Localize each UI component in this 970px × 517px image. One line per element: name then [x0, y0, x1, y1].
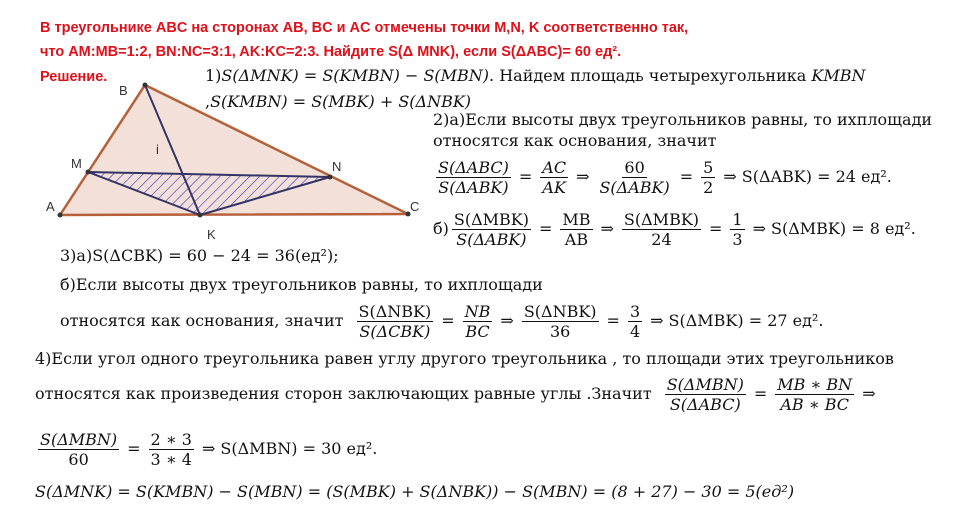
step4-line1: 4)Если угол одного треугольника равен углу другого треугольника , то площади этих треугольников: [35, 349, 894, 368]
point-b: [143, 83, 148, 88]
step2a-line2: относятся как основания, значит: [433, 131, 717, 150]
point-m: [86, 170, 91, 175]
step2a-result: S(ΔABK) = 24 ед².: [741, 167, 892, 186]
fraction: $\frac{3}{4}$: [629, 302, 641, 341]
problem-line-1: В треугольнике ABC на сторонах AB, BC и AC отмечены точки M,N, K соответственно так,: [40, 20, 689, 36]
label-n: N: [332, 159, 342, 174]
step4-equation: $\frac{\text{S(ΔMBN)}}{60}$ = $\frac{2 ∗ 3}{3 ∗ 4}$ ⇒ S(ΔMBN) = 30 ед².: [40, 430, 378, 469]
step4-line2: относятся как произведения сторон заключающих равные углы .Значит $\frac{\text{S(ΔMBN)}}{\text{S(ΔABC)}}$ = $\frac{MB ∗ BN}{AB ∗ BC}$ ⇒: [35, 375, 876, 414]
point-a: [58, 213, 63, 218]
step3b-line1: б)Если высоты двух треугольников равны, то ихплощади: [60, 275, 543, 294]
step2b-result: S(ΔMBK) = 8 ед².: [771, 219, 916, 238]
step1-comma: ,: [205, 92, 211, 111]
step1-formula2: S(KMBN) = S(MBK) + S(ΔNBK): [210, 92, 472, 111]
label-k: K: [207, 227, 216, 242]
fraction: $\frac{\text{S(ΔMBN)}}{\text{S(ΔABC)}}$: [666, 375, 744, 414]
step3b-equation: относятся как основания, значит $\frac{\text{S(ΔNBK)}}{\text{S(ΔCBK)}}$ = $\frac{NB}{BC}$ ⇒ $\frac{\text{S(ΔNBK)}}{36}$ = $\frac{3}{4}$ ⇒ S(ΔMBK) = 27 ед².: [60, 302, 824, 341]
step1-formula: S(ΔMNK) = S(KMBN) − S(MBN): [221, 66, 490, 85]
solution-label: Решение.: [40, 69, 108, 85]
step1-quad: KMBN: [811, 66, 866, 85]
fraction: $\frac{\text{S(ΔMBN)}}{60}$: [40, 430, 118, 469]
fraction: $\frac{1}{3}$: [732, 210, 743, 249]
fraction: $\frac{\text{S(ΔABC)}}{\text{S(ΔABK)}}$: [438, 158, 509, 197]
step1-num: 1): [205, 66, 222, 85]
point-k: [198, 213, 203, 218]
step3b-result: S(ΔMBK) = 27 ед².: [668, 311, 824, 330]
step1-line2: [205, 92, 471, 112]
step4-result: S(ΔMBN) = 30 ед².: [220, 439, 378, 458]
label-b: B: [119, 83, 128, 98]
step2b-equation: б) $\frac{\text{S(ΔMBK)}}{\text{S(ΔABK)}}$ = $\frac{MB}{AB}$ ⇒ $\frac{\text{S(ΔMBK)}}{24}$ = $\frac{1}{3}$ ⇒ S(ΔMBK) = 8 ед².: [433, 210, 916, 249]
step2a-line1: 2)a)Если высоты двух треугольников равны, то ихплощади: [433, 110, 933, 129]
fraction: $\frac{5}{2}$: [703, 158, 714, 197]
fraction: $\frac{\text{S(ΔNBK)}}{\text{S(ΔCBK)}}$: [358, 302, 432, 341]
label-i: i: [156, 142, 159, 157]
label-a: A: [46, 199, 55, 214]
step4-text: относятся как произведения сторон заключающих равные углы .Значит: [35, 384, 652, 403]
step1-text: . Найдем площадь четырехугольника: [489, 66, 812, 85]
fraction: $\frac{\text{S(ΔMBK)}}{\text{S(ΔABK)}}$: [453, 210, 529, 249]
fraction: $\frac{2 ∗ 3}{3 ∗ 4}$: [150, 430, 192, 469]
step1-line1: [205, 66, 865, 86]
step2b-label: б): [433, 219, 449, 238]
step3b-line2: относятся как основания, значит: [60, 311, 344, 330]
label-c: C: [410, 199, 420, 214]
fraction: $\frac{MB ∗ BN}{AB ∗ BC}$: [777, 375, 853, 414]
step3a-line: 3)a)S(ΔCBK) = 60 − 24 = 36(ед²);: [60, 246, 339, 265]
step2a-equation: $\frac{\text{S(ΔABC)}}{\text{S(ΔABK)}}$ = $\frac{AC}{AK}$ ⇒ $\frac{60}{\text{S(ΔABK)}}$ = $\frac{5}{2}$ ⇒ S(ΔABK) = 24 ед².: [438, 158, 892, 197]
final-line: S(ΔMNK) = S(KMBN) − S(MBN) = (S(MBK) + S(ΔNBK)) − S(MBN) = (8 + 27) − 30 = 5(ед²): [35, 482, 795, 501]
fraction: $\frac{\text{S(ΔMBK)}}{24}$: [623, 210, 700, 249]
fraction: $\frac{AC}{AK}$: [542, 158, 567, 197]
fraction: $\frac{NB}{BC}$: [464, 302, 491, 341]
fraction: $\frac{60}{\text{S(ΔABK)}}$: [599, 158, 670, 197]
problem-line-2: что AM:MB=1:2, BN:NC=3:1, AK:KC=2:3. Найдите S(Δ MNK), если S(ΔABC)= 60 ед².: [40, 44, 622, 60]
label-m: M: [71, 156, 82, 171]
fraction: $\frac{MB}{AB}$: [562, 210, 591, 249]
point-n: [328, 175, 333, 180]
fraction: $\frac{\text{S(ΔNBK)}}{36}$: [523, 302, 597, 341]
